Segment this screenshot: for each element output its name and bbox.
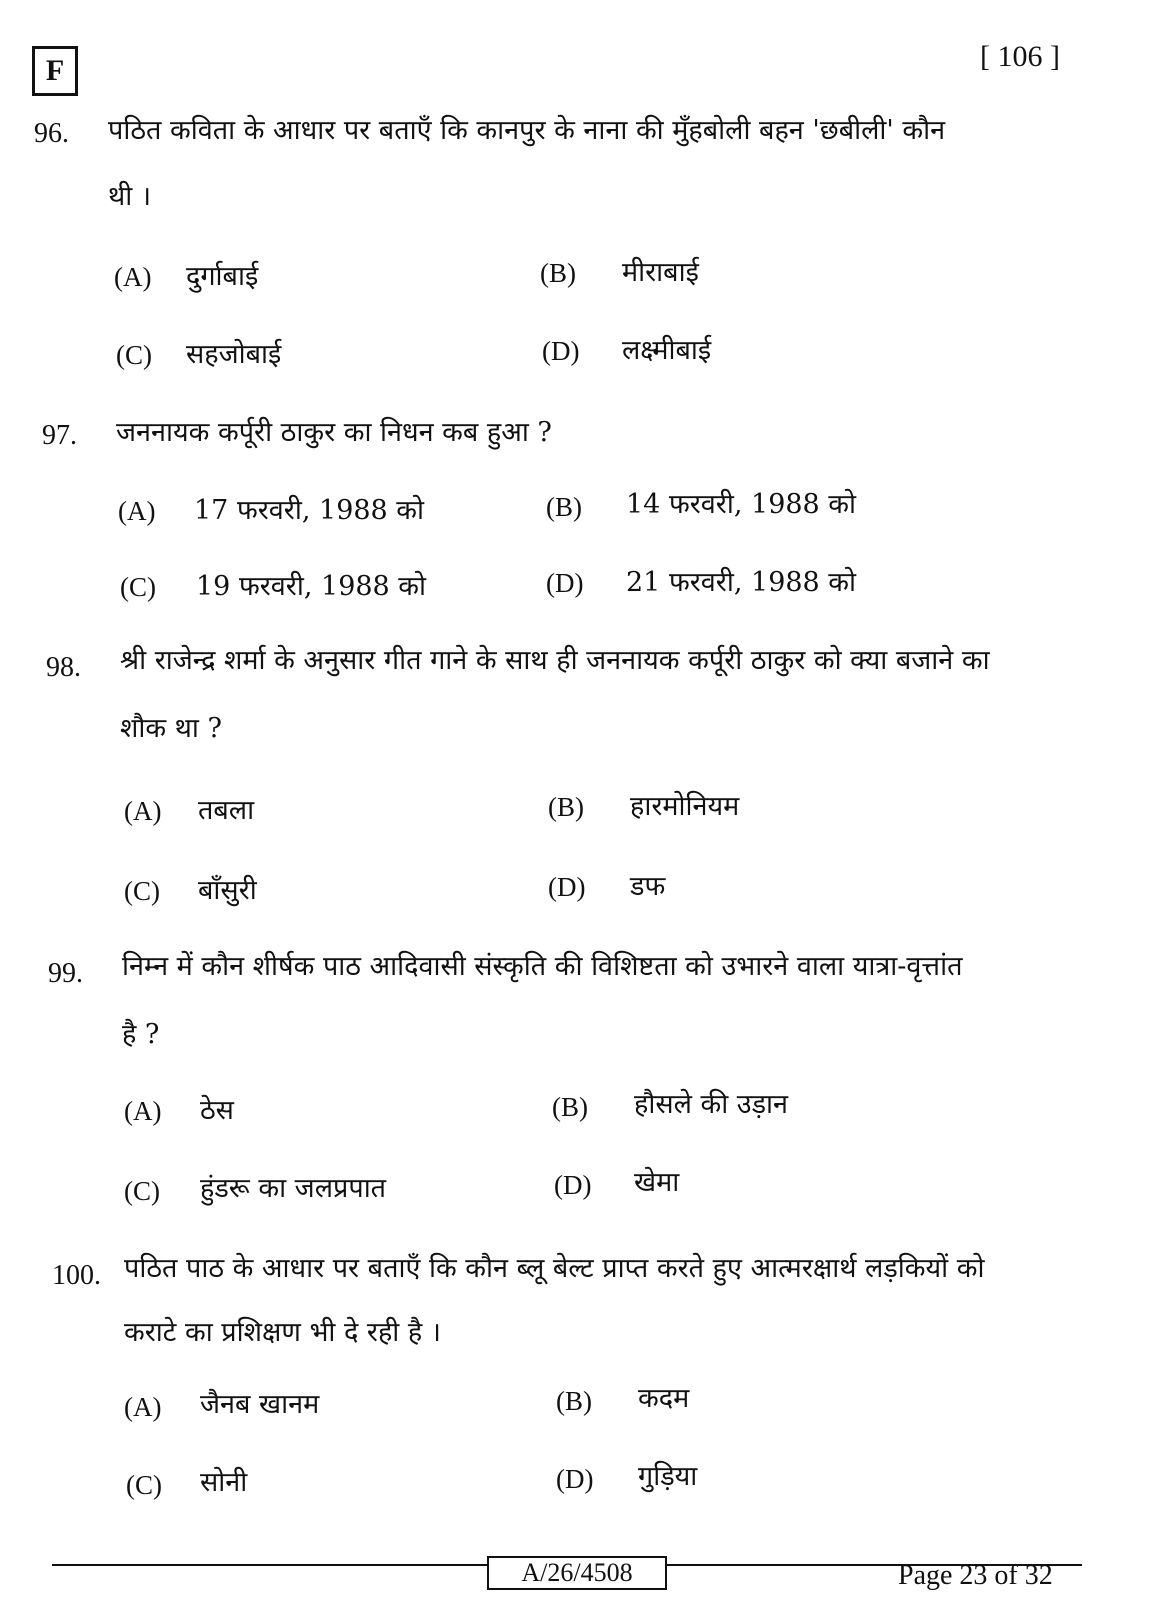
question-text: पठित कविता के आधार पर बताएँ कि कानपुर के नाना की मुँहबोली बहन 'छबीली' कौन (108, 115, 946, 146)
option-letter: (C) (124, 1176, 160, 1206)
page-of-label: Page 23 of 32 (898, 1560, 1053, 1591)
option-letter: (A) (124, 796, 162, 826)
question-number: 96. (34, 118, 69, 149)
option-letter: (C) (124, 876, 160, 906)
option-text: दुर्गाबाई (186, 261, 259, 292)
option-letter: (D) (548, 872, 586, 902)
question-text: जननायक कर्पूरी ठाकुर का निधन कब हुआ ? (116, 417, 552, 448)
option-letter: (B) (548, 792, 584, 822)
question-text: थी । (108, 181, 152, 212)
option-letter: (D) (542, 336, 580, 366)
question-text: शौक था ? (120, 713, 222, 744)
set-code-box: F (32, 46, 78, 96)
option-text: सहजोबाई (186, 339, 282, 370)
option-letter: (A) (118, 496, 156, 526)
option-text: मीराबाई (622, 257, 699, 288)
option-text: 14 फरवरी, 1988 को (626, 489, 857, 520)
option-text: बाँसुरी (198, 875, 257, 906)
option-text: हारमोनियम (630, 791, 740, 822)
option-text: 19 फरवरी, 1988 को (196, 571, 427, 602)
option-text: हौसले की उड़ान (634, 1089, 789, 1120)
option-text: हुंडरू का जलप्रपात (200, 1173, 387, 1204)
option-text: तबला (198, 795, 255, 826)
option-text: डफ (630, 871, 666, 902)
option-letter: (C) (120, 572, 156, 602)
option-letter: (A) (124, 1096, 162, 1126)
option-letter: (D) (546, 568, 584, 598)
option-letter: (A) (114, 262, 152, 292)
question-text: निम्न में कौन शीर्षक पाठ आदिवासी संस्कृति की विशिष्टता को उभारने वाला यात्रा-वृत्तांत (122, 951, 963, 982)
question-text: कराटे का प्रशिक्षण भी दे रही है । (124, 1317, 442, 1348)
page-number: [ 106 ] (980, 40, 1060, 73)
question-number: 100. (52, 1260, 101, 1291)
option-text: 17 फरवरी, 1988 को (194, 495, 425, 526)
option-letter: (A) (124, 1392, 162, 1422)
question-number: 97. (42, 420, 77, 451)
option-text: कदम (638, 1383, 690, 1414)
option-letter: (B) (546, 492, 582, 522)
option-text: सोनी (200, 1467, 248, 1498)
paper-code-box: A/26/4508 (487, 1556, 667, 1590)
question-number: 99. (48, 958, 83, 989)
option-text: 21 फरवरी, 1988 को (626, 567, 857, 598)
option-letter: (D) (556, 1464, 594, 1494)
option-text: लक्ष्मीबाई (622, 335, 712, 366)
question-text: है ? (122, 1019, 160, 1050)
option-text: गुड़िया (638, 1461, 698, 1492)
option-letter: (B) (552, 1092, 588, 1122)
question-text: श्री राजेन्द्र शर्मा के अनुसार गीत गाने के साथ ही जननायक कर्पूरी ठाकुर को क्या बजाने का (120, 645, 990, 676)
option-text: जैनब खानम (200, 1389, 320, 1420)
option-letter: (C) (116, 340, 152, 370)
option-text: ठेस (200, 1095, 234, 1126)
option-letter: (D) (554, 1170, 592, 1200)
option-letter: (C) (126, 1470, 162, 1500)
option-text: खेमा (634, 1167, 680, 1198)
option-letter: (B) (540, 258, 576, 288)
question-number: 98. (46, 652, 81, 683)
option-letter: (B) (556, 1386, 592, 1416)
question-text: पठित पाठ के आधार पर बताएँ कि कौन ब्लू बेल्ट प्राप्त करते हुए आत्मरक्षार्थ लड़कियों को (124, 1253, 985, 1284)
